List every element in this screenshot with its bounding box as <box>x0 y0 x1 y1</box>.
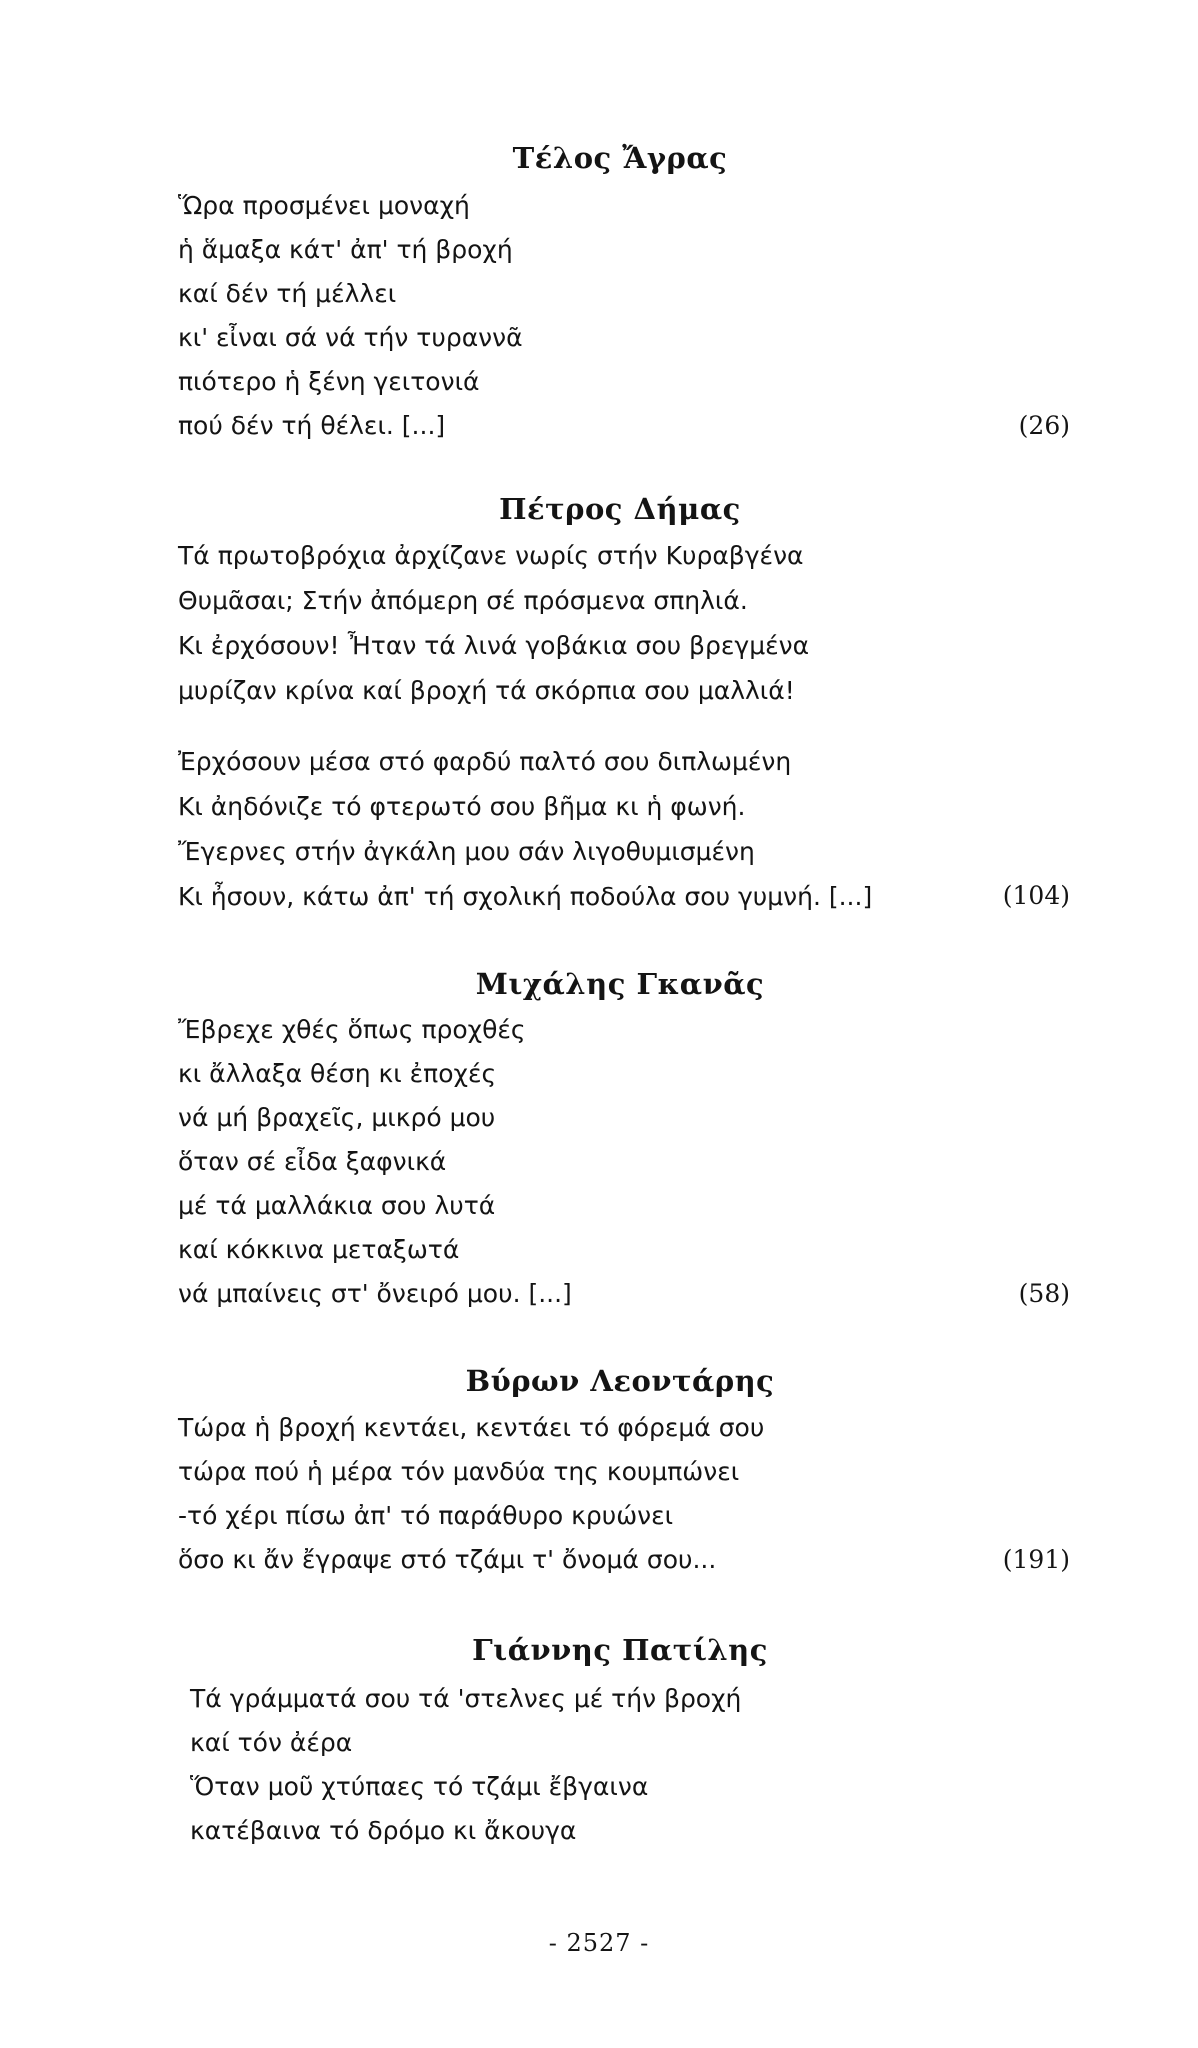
verse-line: μέ τά μαλλάκια σου λυτά <box>178 1191 496 1220</box>
reference-number: (191) <box>1002 1545 1070 1574</box>
verse-line: ἡ ἅμαξα κάτ' ἀπ' τή βροχή <box>178 235 513 264</box>
verse-line: καί κόκκινα μεταξωτά <box>178 1235 460 1264</box>
poet-name-telos-agras: Τέλος Ἄγρας <box>512 141 728 175</box>
verse-line: Τώρα ἡ βροχή κεντάει, κεντάει τό φόρεμά σου <box>178 1413 765 1442</box>
poem-excerpt-telos-agras <box>178 184 1038 448</box>
verse-line: πού δέν τή θέλει. [...] <box>178 411 446 440</box>
poet-name-michalis-ganas: Μιχάλης Γκανᾶς <box>475 967 765 1001</box>
verse-line: Τά γράμματά σου τά 'στελνες μέ τήν βροχή <box>190 1684 742 1713</box>
poem-stanza-2-petros-dimas <box>178 739 1038 919</box>
verse-line: -τό χέρι πίσω ἀπ' τό παράθυρο κρυώνει <box>178 1501 674 1530</box>
poet-name-petros-dimas: Πέτρος Δήμας <box>499 492 741 526</box>
reference-number: (26) <box>1018 411 1070 440</box>
verse-line: πιότερο ἡ ξένη γειτονιά <box>178 367 480 396</box>
poem-excerpt-giannis-patilis <box>190 1677 1050 1853</box>
verse-line: Κι ἀηδόνιζε τό φτερωτό σου βῆμα κι ἡ φωνή. <box>178 792 746 821</box>
verse-line: Θυμᾶσαι; Στήν ἀπόμερη σέ πρόσμενα σπηλιά. <box>178 586 748 615</box>
verse-line: Ἐρχόσουν μέσα στό φαρδύ παλτό σου διπλωμένη <box>178 747 792 776</box>
verse-line: Κι ἐρχόσουν! Ἦταν τά λινά γοβάκια σου βρεγμένα <box>178 631 810 660</box>
verse-line: τώρα πού ἡ μέρα τόν μανδύα της κουμπώνει <box>178 1457 740 1486</box>
verse-line: Ἔγερνες στήν ἀγκάλη μου σάν λιγοθυμισμένη <box>178 837 755 866</box>
verse-line: Τά πρωτοβρόχια ἀρχίζανε νωρίς στήν Κυραβγένα <box>178 541 804 570</box>
verse-line: μυρίζαν κρίνα καί βροχή τά σκόρπια σου μαλλιά! <box>178 676 795 705</box>
reference-number: (58) <box>1018 1279 1070 1308</box>
verse-line: ὅταν σέ εἶδα ξαφνικά <box>178 1147 447 1176</box>
verse-line: Ὥρα προσμένει μοναχή <box>178 191 470 220</box>
page-number: - 2527 - <box>548 1929 650 1957</box>
verse-line: καί τόν ἀέρα <box>190 1728 353 1757</box>
poet-name-vyron-leontaris: Βύρων Λεοντάρης <box>465 1364 775 1398</box>
poem-excerpt-vyron-leontaris <box>178 1406 1038 1582</box>
poem-stanza-1-petros-dimas <box>178 533 1038 713</box>
verse-line: κατέβαινα τό δρόμο κι ἄκουγα <box>190 1816 577 1845</box>
verse-line: ὅσο κι ἄν ἔγραψε στό τζάμι τ' ὄνομά σου... <box>178 1545 717 1574</box>
verse-line: νά μπαίνεις στ' ὄνειρό μου. [...] <box>178 1279 572 1308</box>
poem-excerpt-michalis-ganas <box>178 1008 1038 1316</box>
verse-line: Κι ἦσουν, κάτω ἀπ' τή σχολική ποδούλα σου γυμνή. [...] <box>178 882 873 911</box>
verse-line: Ἔβρεχε χθές ὅπως προχθές <box>178 1015 526 1044</box>
verse-line: νά μή βραχεῖς, μικρό μου <box>178 1103 496 1132</box>
poet-name-giannis-patilis: Γιάννης Πατίλης <box>472 1633 768 1667</box>
verse-line: κι' εἶναι σά νά τήν τυραννᾶ <box>178 323 523 352</box>
verse-line: καί δέν τή μέλλει <box>178 279 397 308</box>
verse-line: κι ἄλλαξα θέση κι ἐποχές <box>178 1059 497 1088</box>
verse-line: Ὅταν μοῦ χτύπαες τό τζάμι ἔβγαινα <box>190 1772 649 1801</box>
reference-number: (104) <box>1002 881 1070 910</box>
